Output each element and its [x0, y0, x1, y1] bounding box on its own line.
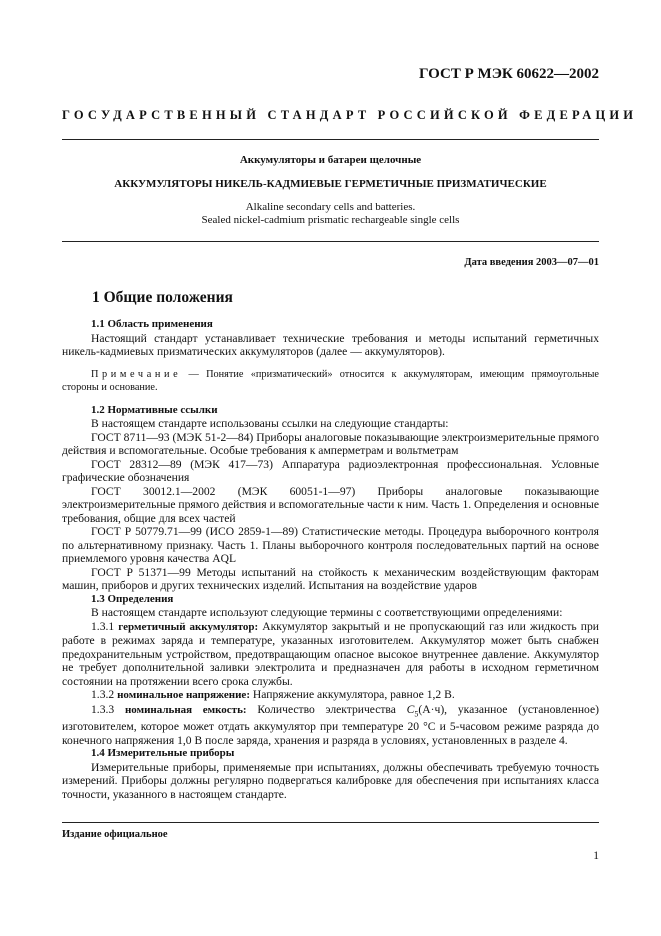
- subsection-heading-1-4: 1.4 Измерительные приборы: [91, 747, 235, 760]
- definition-number: 1.3.2: [91, 688, 118, 701]
- capacity-subscript: 5: [414, 708, 419, 718]
- title-divider: [62, 241, 599, 242]
- header-divider: [62, 139, 599, 140]
- reference-item: ГОСТ 28312—89 (МЭК 417—73) Аппаратура радиоэлектронная профессиональная. Условные графические обозначения: [62, 457, 599, 484]
- paragraph-refs-intro: В настоящем стандарте использованы ссылки на следующие стандарты:: [91, 417, 449, 430]
- reference-item: ГОСТ Р 51371—99 Методы испытаний на стойкость к механическим воздействующим факторам машин, приборов и других технических изделий. Испытания на воздействие ударов: [62, 565, 599, 592]
- definition-number: 1.3.3: [91, 702, 125, 716]
- definition-sealed-cell: [62, 620, 599, 689]
- english-title-line-1: Alkaline secondary cells and batteries.: [245, 201, 416, 213]
- group-title: Аккумуляторы и батареи щелочные: [239, 154, 422, 166]
- definition-nominal-voltage: [62, 688, 599, 703]
- definition-term: номинальное напряжение:: [117, 689, 250, 701]
- definition-number: 1.3.1: [91, 619, 119, 633]
- definition-text: (А·ч), указанное (установленное) изготовителем, которое может отдать аккумулятор при температуре 20 °С и 5-часовом режиме разряда до конечного напряжения 1,0 В после заряда, хранения и разряда в условиях, установленных в разделе 4.: [62, 702, 599, 747]
- document-code: ГОСТ Р МЭК 60622—2002: [419, 66, 599, 82]
- definition-term: номинальная емкость:: [124, 703, 247, 716]
- subsection-heading-1-1: 1.1 Область применения: [91, 318, 213, 330]
- english-title-line-2: Sealed nickel-cadmium prismatic rechargeable single cells: [201, 214, 460, 226]
- reference-item: ГОСТ 8711—93 (МЭК 51-2—84) Приборы аналоговые показывающие электроизмерительные прямого действия и вспомогательные. Особые требования к амперметрам и вольтметрам: [62, 430, 599, 457]
- reference-item: ГОСТ Р 50779.71—99 (ИСО 2859-1—89) Статистические методы. Процедура выборочного контроля по альтернативному признаку. Часть 1. Планы выборочного контроля последовательных партий на основе приемлемого уровня качества AQL: [62, 525, 599, 565]
- capacity-symbol: C: [406, 702, 415, 716]
- paragraph-measuring-instruments: Измерительные приборы, применяемые при испытаниях, должны обеспечивать требуемую точность измерений. Приборы должны регулярно подвергаться калибровке для обеспечения при испытаниях класса точности, указанного в настоящем стандарте.: [62, 760, 599, 801]
- note-label: Примечание: [91, 368, 182, 380]
- note-text: — Понятие «призматический» относится к аккумуляторам, имеющим прямоугольные стороны и основание.: [62, 368, 599, 393]
- paragraph-definitions-intro: В настоящем стандарте используют следующие термины с соответствующими определениями:: [91, 606, 563, 619]
- main-title: АККУМУЛЯТОРЫ НИКЕЛЬ-КАДМИЕВЫЕ ГЕРМЕТИЧНЫЕ ПРИЗМАТИЧЕСКИЕ: [114, 178, 547, 190]
- section-heading: 1 Общие положения: [92, 289, 233, 306]
- reference-item: ГОСТ 30012.1—2002 (МЭК 60051-1—97) Приборы аналоговые показывающие электроизмерительные прямого действия и вспомогательные части к ним. Часть 1. Определения и основные требования, общие для всех частей: [62, 484, 599, 525]
- definition-text: Количество электричества: [246, 702, 407, 716]
- english-title: [62, 201, 599, 227]
- footer-divider: [62, 822, 599, 823]
- definition-text: Аккумулятор закрытый и не пропускающий газ или жидкость при работе в режимах заряда и температуре, указанных изготовителем. Аккумулятор может быть снабжен предохранительным устройством, предотвращающим опасное высокое внутреннее давление. Аккумулятор не требует дополнительной заливки электролита и предназначен для работы в исходном герметичном состоянии на протяжении всего срока службы.: [62, 619, 599, 688]
- definition-term: герметичный аккумулятор:: [118, 620, 259, 633]
- introduction-date: Дата введения 2003—07—01: [464, 257, 599, 268]
- definition-text: Напряжение аккумулятора, равное 1,2 В.: [249, 688, 455, 701]
- edition-label: Издание официальное: [62, 829, 168, 840]
- paragraph-scope: Настоящий стандарт устанавливает технические требования и методы испытаний герметичных никель-кадмиевых призматических аккумуляторов (далее — аккумуляторов).: [62, 331, 599, 358]
- state-standard-title: ГОСУДАРСТВЕННЫЙ СТАНДАРТ РОССИЙСКОЙ ФЕДЕРАЦИИ: [62, 108, 638, 122]
- document-body: [62, 318, 599, 801]
- subsection-heading-1-3: 1.3 Определения: [91, 592, 174, 605]
- definition-rated-capacity: [62, 703, 599, 748]
- page-number: 1: [593, 850, 599, 862]
- note-paragraph: [62, 368, 599, 395]
- subsection-heading-1-2: 1.2 Нормативные ссылки: [91, 403, 218, 416]
